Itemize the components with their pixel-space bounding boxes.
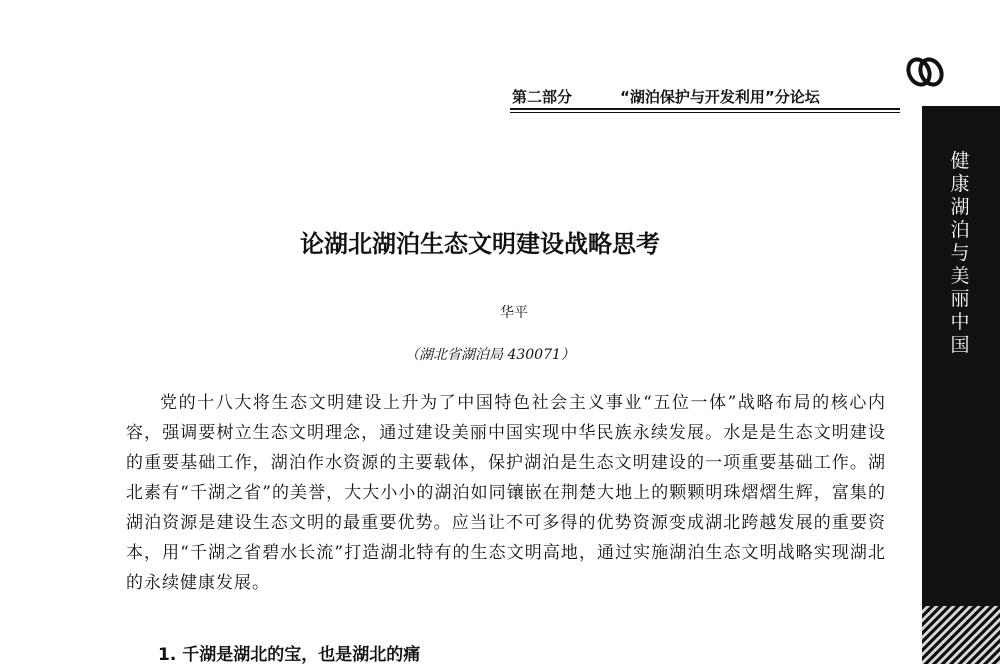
header-rule bbox=[510, 108, 900, 110]
side-tab bbox=[922, 106, 1000, 664]
header-part: 第二部分 bbox=[512, 88, 573, 106]
side-tab-hatch-decoration bbox=[922, 606, 1000, 664]
article-author: 华平 bbox=[500, 305, 528, 321]
page-number bbox=[905, 52, 945, 92]
header-forum-title: “湖泊保护与开发利用”分论坛 bbox=[620, 88, 820, 106]
article-paragraph: 党的十八大将生态文明建设上升为了中国特色社会主义事业“五位一体”战略布局的核心内容，强调要树立生态文明理念，通过建设美丽中国实现中华民族永续发展。水是是生态文明建设的重要基础工作，湖泊作水资源的主要载体，保护湖泊是生态文明建设的一项重要基础工作。湖北素有“千湖之省”的美誉，大大小小的湖泊如同镶嵌在荆楚大地上的颗颗明珠熠熠生辉，富集的湖泊资源是建设生态文明的最重要优势。应当让不可多得的优势资源变成湖北跨越发展的重要资本，用“千湖之省碧水长流”打造湖北特有的生态文明高地，通过实施湖泊生态文明战略实现湖北的永续健康发展。 bbox=[126, 393, 886, 593]
running-header bbox=[470, 84, 900, 110]
article-title: 论湖北湖泊生态文明建设战略思考 bbox=[300, 230, 660, 258]
header-rule-thin bbox=[510, 112, 900, 113]
section-heading: 1. 千湖是湖北的宝，也是湖北的痛 bbox=[158, 645, 421, 665]
side-tab-text: 健康湖泊与美丽中国 bbox=[950, 150, 970, 356]
article-affiliation: （湖北省湖泊局 430071） bbox=[405, 347, 575, 363]
